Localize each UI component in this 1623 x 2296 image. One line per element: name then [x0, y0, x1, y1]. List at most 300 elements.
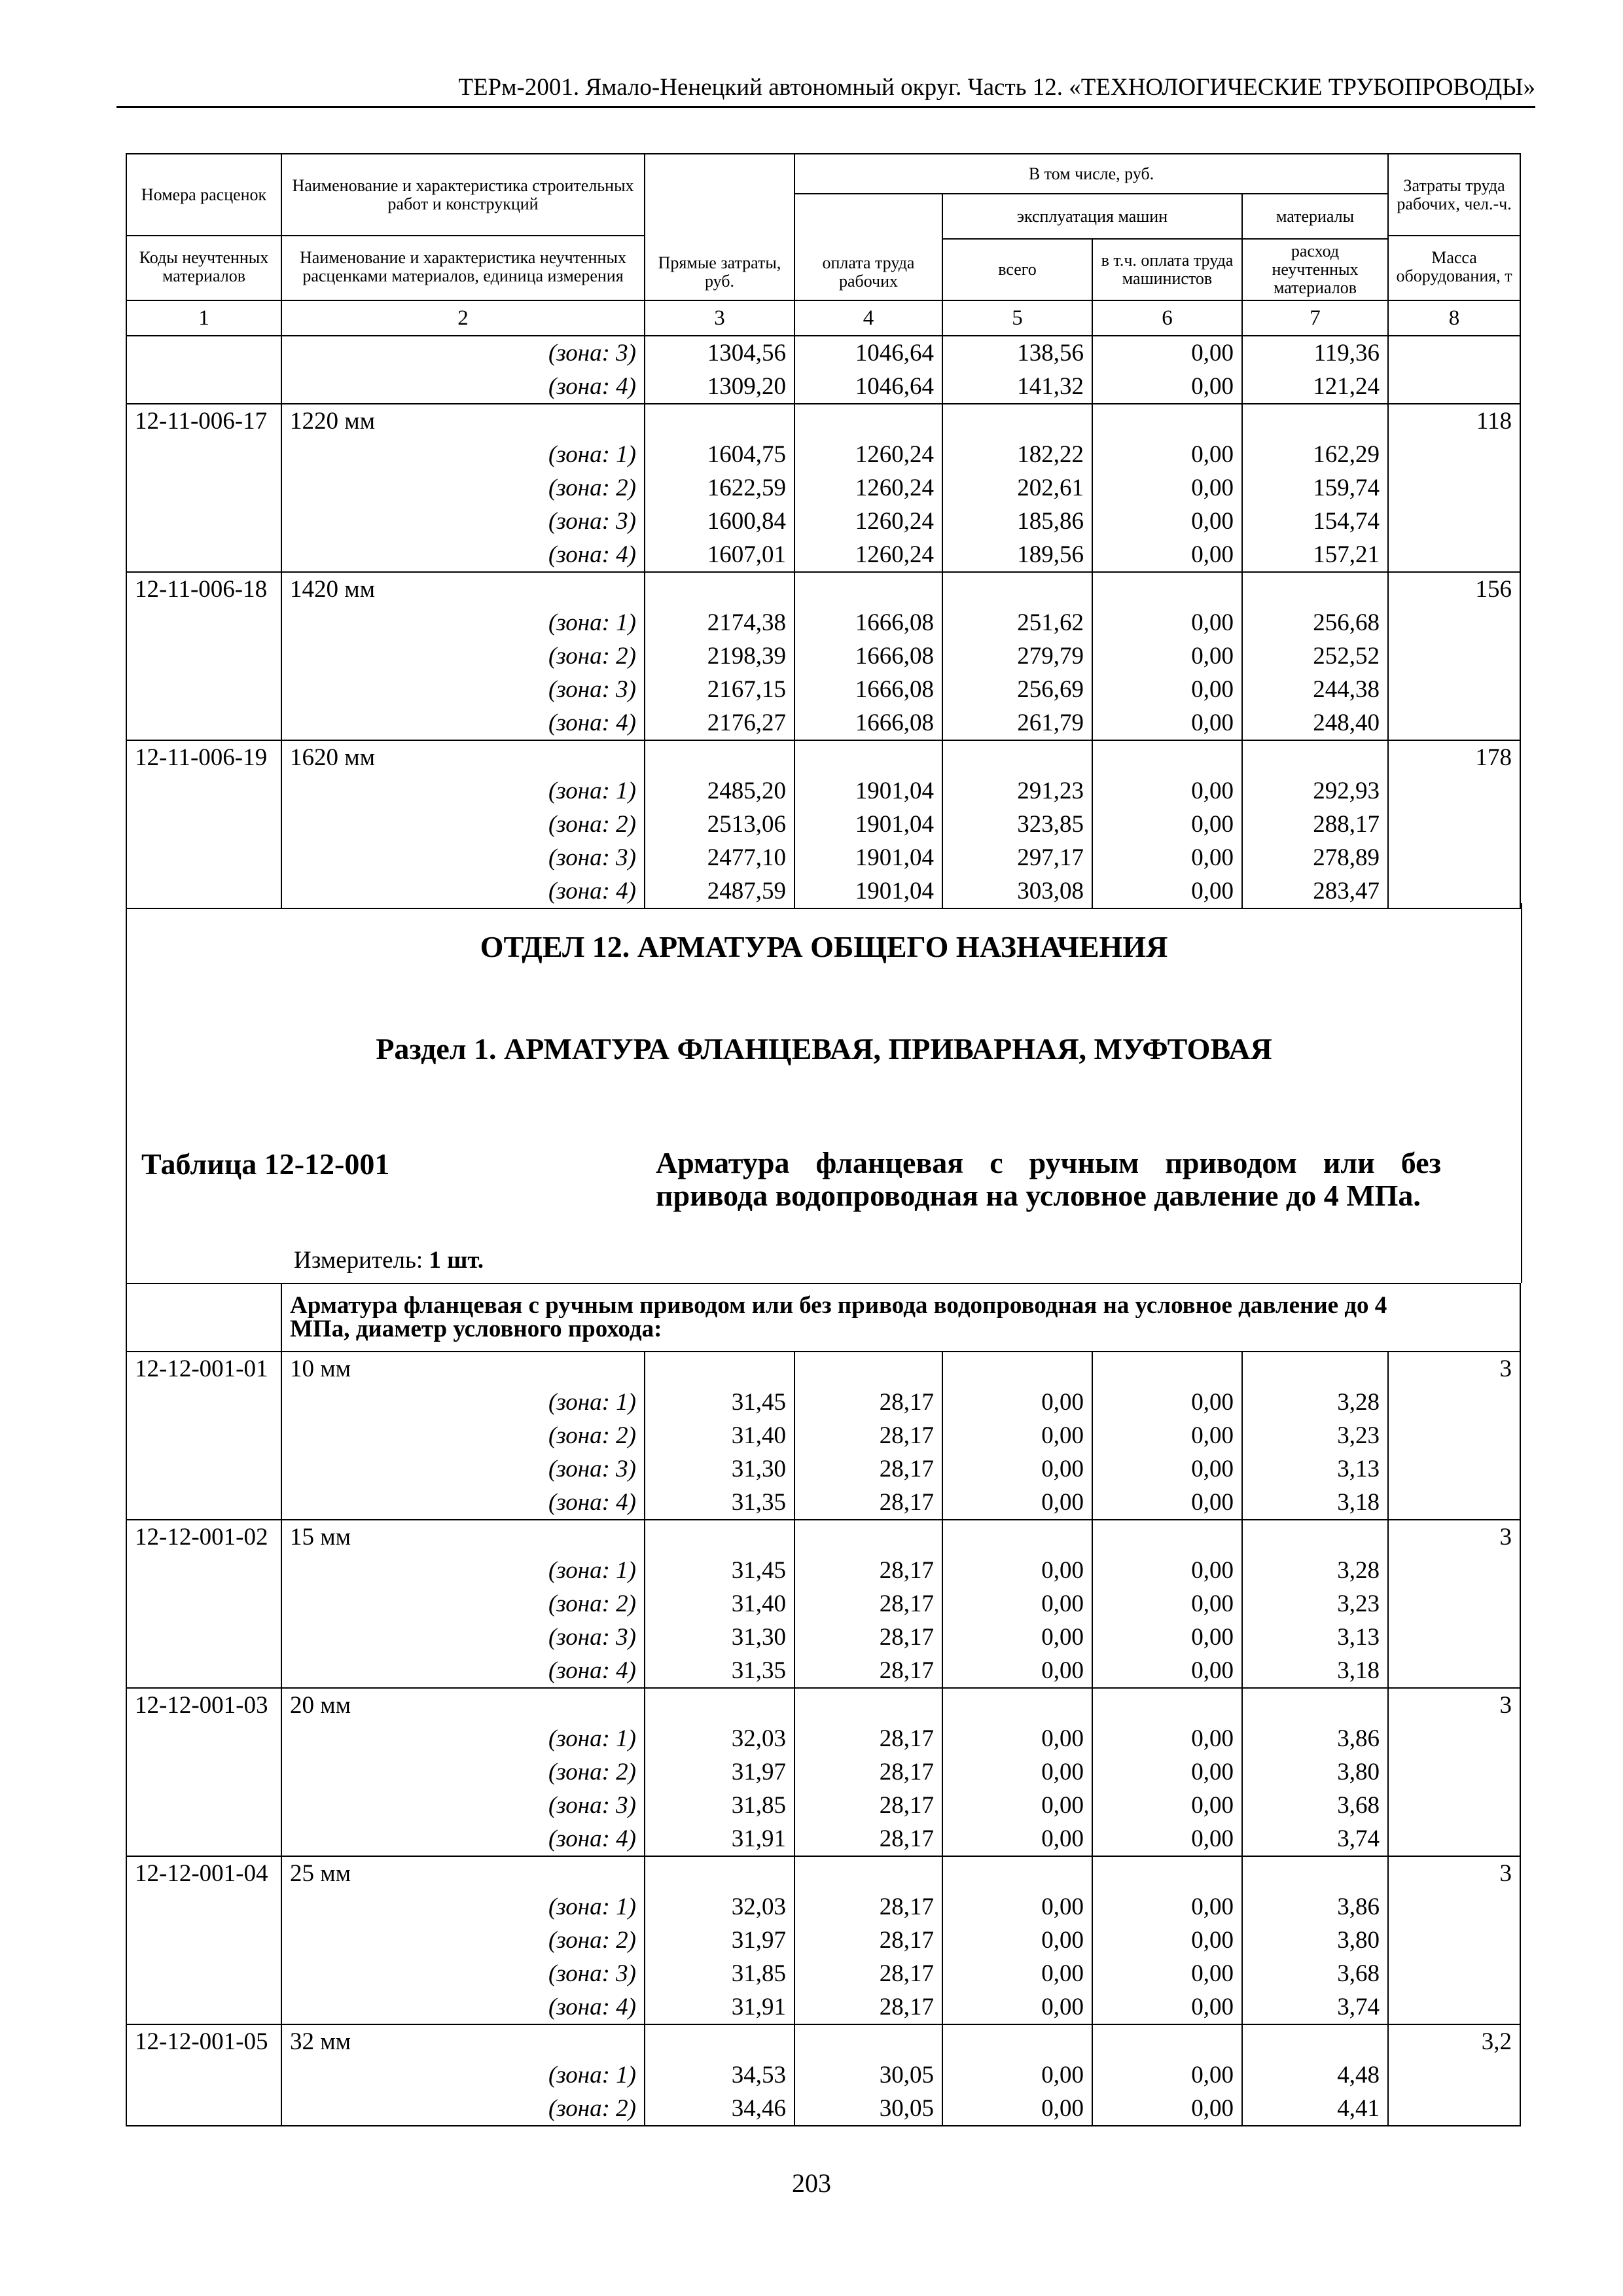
zone-label: (зона: 1)	[281, 2058, 645, 2092]
worker-pay-value: 1046,64	[794, 370, 942, 404]
machines-total-value: 303,08	[942, 874, 1092, 908]
rate-code: 12-11-006-17	[126, 404, 281, 438]
empty-cell	[1388, 1924, 1520, 1957]
rate-code: 12-12-001-05	[126, 2024, 281, 2058]
worker-pay-value: 28,17	[794, 1822, 942, 1856]
worker-pay-value: 28,17	[794, 1386, 942, 1419]
table-description: Арматура фланцевая с ручным приводом или без привода водопроводная на условное давление до 4 МПа.	[656, 1146, 1441, 1212]
empty-cell	[126, 1554, 281, 1587]
header-machinist-pay: в т.ч. оплата труда машинистов	[1092, 239, 1242, 300]
worker-pay-value: 1901,04	[794, 841, 942, 874]
worker-pay-value: 28,17	[794, 1990, 942, 2024]
empty-cell	[126, 639, 281, 673]
empty-cell	[1388, 1419, 1520, 1452]
machinist-pay-value: 0,00	[1092, 1789, 1242, 1822]
zone-label: (зона: 4)	[281, 538, 645, 572]
zone-row	[126, 2092, 1520, 2126]
direct-costs-value: 34,46	[645, 2092, 794, 2126]
machinist-pay-value: 0,00	[1092, 1554, 1242, 1587]
unit-value: 1 шт.	[429, 1247, 484, 1274]
empty-cell	[1388, 505, 1520, 538]
direct-costs-value: 31,40	[645, 1587, 794, 1621]
machinist-pay-value: 0,00	[1092, 606, 1242, 639]
zone-label: (зона: 1)	[281, 1890, 645, 1924]
empty-cell	[942, 1856, 1092, 1890]
empty-cell	[1388, 1554, 1520, 1587]
machines-total-value: 0,00	[942, 1486, 1092, 1520]
header-material-name: Наименование и характеристика неучтенных расценками материалов, единица измерения	[300, 247, 626, 285]
col-number: 3	[645, 300, 794, 336]
header-labor-hours: Затраты труда рабочих, чел.-ч.	[1389, 154, 1520, 236]
empty-cell	[1388, 606, 1520, 639]
empty-cell	[1092, 740, 1242, 774]
col-number: 7	[1242, 300, 1388, 336]
group-code-cell	[126, 1283, 281, 1352]
materials-value: 154,74	[1242, 505, 1388, 538]
zone-row	[126, 505, 1520, 538]
zone-row	[126, 1654, 1520, 1688]
machinist-pay-value: 0,00	[1092, 1452, 1242, 1486]
direct-costs-value: 1607,01	[645, 538, 794, 572]
rate-name: 1420 мм	[281, 572, 645, 606]
direct-costs-value: 31,40	[645, 1419, 794, 1452]
empty-cell	[1242, 740, 1388, 774]
zone-row	[126, 2058, 1520, 2092]
empty-cell	[794, 1352, 942, 1386]
machinist-pay-value: 0,00	[1092, 1822, 1242, 1856]
machines-total-value: 0,00	[942, 1924, 1092, 1957]
empty-cell	[1388, 1587, 1520, 1621]
machinist-pay-value: 0,00	[1092, 1386, 1242, 1419]
machinist-pay-value: 0,00	[1092, 471, 1242, 505]
header-machines: эксплуатация машин	[942, 194, 1242, 239]
direct-costs-value: 1304,56	[645, 336, 794, 370]
machines-total-value: 0,00	[942, 1452, 1092, 1486]
zone-label: (зона: 2)	[281, 471, 645, 505]
zone-label: (зона: 1)	[281, 438, 645, 471]
worker-pay-value: 1901,04	[794, 808, 942, 841]
zone-label: (зона: 2)	[281, 2092, 645, 2126]
materials-value: 3,18	[1242, 1486, 1388, 1520]
empty-cell	[1092, 2024, 1242, 2058]
empty-cell	[1388, 2058, 1520, 2092]
worker-pay-value: 28,17	[794, 1890, 942, 1924]
direct-costs-value: 31,35	[645, 1486, 794, 1520]
empty-cell	[794, 1520, 942, 1554]
direct-costs-value: 31,91	[645, 1990, 794, 2024]
rate-code: 12-12-001-03	[126, 1688, 281, 1722]
direct-costs-value: 31,85	[645, 1957, 794, 1990]
machinist-pay-value: 0,00	[1092, 1990, 1242, 2024]
rates-table-lower	[126, 1283, 1521, 2126]
empty-cell	[126, 438, 281, 471]
machinist-pay-value: 0,00	[1092, 336, 1242, 370]
worker-pay-value: 1260,24	[794, 438, 942, 471]
empty-cell	[1388, 336, 1520, 370]
worker-pay-value: 1666,08	[794, 706, 942, 740]
machinist-pay-value: 0,00	[1092, 1419, 1242, 1452]
labor-hours: 3	[1388, 1856, 1520, 1890]
col-number: 5	[942, 300, 1092, 336]
zone-label: (зона: 1)	[281, 1554, 645, 1587]
col-number: 2	[281, 300, 645, 336]
empty-cell	[1092, 1352, 1242, 1386]
machinist-pay-value: 0,00	[1092, 1924, 1242, 1957]
machines-total-value: 0,00	[942, 1755, 1092, 1789]
labor-hours: 3	[1388, 1688, 1520, 1722]
empty-cell	[126, 1890, 281, 1924]
empty-cell	[1242, 1352, 1388, 1386]
machinist-pay-value: 0,00	[1092, 1587, 1242, 1621]
machinist-pay-value: 0,00	[1092, 1486, 1242, 1520]
zone-row	[126, 1386, 1520, 1419]
rate-code: 12-11-006-19	[126, 740, 281, 774]
machines-total-value: 0,00	[942, 1990, 1092, 2024]
worker-pay-value: 1901,04	[794, 874, 942, 908]
zone-label: (зона: 3)	[281, 841, 645, 874]
empty-cell	[1388, 370, 1520, 404]
unit-of-measure	[294, 1246, 484, 1274]
empty-cell	[126, 1990, 281, 2024]
zone-row	[126, 808, 1520, 841]
empty-cell	[126, 538, 281, 572]
empty-cell	[1388, 1386, 1520, 1419]
direct-costs-value: 31,30	[645, 1452, 794, 1486]
machines-total-value: 0,00	[942, 1554, 1092, 1587]
machines-total-value: 291,23	[942, 774, 1092, 808]
zone-row	[126, 471, 1520, 505]
empty-cell	[1388, 538, 1520, 572]
worker-pay-value: 1260,24	[794, 538, 942, 572]
zone-label: (зона: 2)	[281, 808, 645, 841]
empty-cell	[1388, 1452, 1520, 1486]
machines-total-value: 0,00	[942, 1957, 1092, 1990]
machinist-pay-value: 0,00	[1092, 1722, 1242, 1755]
zone-row	[126, 1890, 1520, 1924]
machinist-pay-value: 0,00	[1092, 673, 1242, 706]
labor-hours: 3,2	[1388, 2024, 1520, 2058]
zone-row	[126, 336, 1520, 370]
empty-cell	[1388, 1486, 1520, 1520]
machines-total-value: 202,61	[942, 471, 1092, 505]
empty-cell	[1242, 404, 1388, 438]
empty-cell	[126, 1419, 281, 1452]
machines-total-value: 0,00	[942, 1654, 1092, 1688]
worker-pay-value: 28,17	[794, 1957, 942, 1990]
materials-value: 157,21	[1242, 538, 1388, 572]
empty-cell	[126, 706, 281, 740]
worker-pay-value: 28,17	[794, 1789, 942, 1822]
empty-cell	[942, 2024, 1092, 2058]
labor-hours: 156	[1388, 572, 1520, 606]
department-title: ОТДЕЛ 12. АРМАТУРА ОБЩЕГО НАЗНАЧЕНИЯ	[480, 930, 1168, 963]
direct-costs-value: 2174,38	[645, 606, 794, 639]
header-unaccounted-materials: расход неучтенных материалов	[1242, 239, 1388, 300]
machines-total-value: 279,79	[942, 639, 1092, 673]
header-col8	[1388, 154, 1520, 300]
header-including: В том числе, руб.	[794, 154, 1388, 194]
empty-cell	[645, 1352, 794, 1386]
rate-name: 20 мм	[281, 1688, 645, 1722]
machinist-pay-value: 0,00	[1092, 2092, 1242, 2126]
empty-cell	[794, 1856, 942, 1890]
machines-total-value: 297,17	[942, 841, 1092, 874]
zone-row	[126, 1419, 1520, 1452]
materials-value: 256,68	[1242, 606, 1388, 639]
materials-value: 248,40	[1242, 706, 1388, 740]
machinist-pay-value: 0,00	[1092, 874, 1242, 908]
direct-costs-value: 32,03	[645, 1722, 794, 1755]
empty-cell	[126, 505, 281, 538]
zone-row	[126, 1621, 1520, 1654]
worker-pay-value: 30,05	[794, 2058, 942, 2092]
zone-label: (зона: 3)	[281, 1621, 645, 1654]
running-header: ТЕРм-2001. Ямало-Ненецкий автономный округ. Часть 12. «ТЕХНОЛОГИЧЕСКИЕ ТРУБОПРОВОДЫ»	[116, 69, 1535, 108]
direct-costs-value: 31,97	[645, 1924, 794, 1957]
zone-label: (зона: 4)	[281, 1654, 645, 1688]
zone-row	[126, 639, 1520, 673]
worker-pay-value: 1666,08	[794, 606, 942, 639]
empty-cell	[126, 774, 281, 808]
zone-label: (зона: 3)	[281, 505, 645, 538]
machines-total-value: 141,32	[942, 370, 1092, 404]
subsection-title: Раздел 1. АРМАТУРА ФЛАНЦЕВАЯ, ПРИВАРНАЯ, МУФТОВАЯ	[376, 1032, 1272, 1066]
machinist-pay-value: 0,00	[1092, 2058, 1242, 2092]
empty-cell	[1388, 1621, 1520, 1654]
machinist-pay-value: 0,00	[1092, 538, 1242, 572]
empty-cell	[126, 1957, 281, 1990]
machines-total-value: 138,56	[942, 336, 1092, 370]
zone-row	[126, 1587, 1520, 1621]
direct-costs-value: 2167,15	[645, 673, 794, 706]
header-machines-total: всего	[942, 239, 1092, 300]
col-number: 8	[1388, 300, 1520, 336]
zone-row	[126, 1452, 1520, 1486]
zone-label: (зона: 2)	[281, 1755, 645, 1789]
empty-cell	[1388, 438, 1520, 471]
worker-pay-value: 1260,24	[794, 505, 942, 538]
empty-cell	[1242, 1688, 1388, 1722]
rates-table-upper	[126, 153, 1521, 909]
empty-cell	[126, 2092, 281, 2126]
rate-name: 15 мм	[281, 1520, 645, 1554]
zone-label: (зона: 3)	[281, 336, 645, 370]
machines-total-value: 261,79	[942, 706, 1092, 740]
machinist-pay-value: 0,00	[1092, 505, 1242, 538]
machines-total-value: 0,00	[942, 1789, 1092, 1822]
materials-value: 252,52	[1242, 639, 1388, 673]
unit-label: Измеритель:	[294, 1247, 429, 1274]
worker-pay-value: 28,17	[794, 1621, 942, 1654]
rate-name: 10 мм	[281, 1352, 645, 1386]
empty-cell	[645, 2024, 794, 2058]
machines-total-value: 0,00	[942, 1890, 1092, 1924]
zone-label: (зона: 1)	[281, 1722, 645, 1755]
worker-pay-value: 28,17	[794, 1419, 942, 1452]
empty-cell	[126, 606, 281, 639]
empty-cell	[126, 1822, 281, 1856]
page-number: 203	[792, 2168, 831, 2198]
worker-pay-value: 1666,08	[794, 673, 942, 706]
machines-total-value: 0,00	[942, 1621, 1092, 1654]
zone-label: (зона: 2)	[281, 1924, 645, 1957]
rate-title-row	[126, 404, 1520, 438]
empty-cell	[126, 841, 281, 874]
zone-label: (зона: 4)	[281, 1486, 645, 1520]
empty-cell	[1388, 1990, 1520, 2024]
header-equipment-mass: Масса оборудования, т	[1396, 247, 1512, 285]
labor-hours: 118	[1388, 404, 1520, 438]
empty-cell	[1242, 1520, 1388, 1554]
machinist-pay-value: 0,00	[1092, 841, 1242, 874]
empty-cell	[942, 404, 1092, 438]
machines-total-value: 0,00	[942, 1419, 1092, 1452]
materials-value: 3,80	[1242, 1755, 1388, 1789]
empty-cell	[1388, 1957, 1520, 1990]
worker-pay-value: 30,05	[794, 2092, 942, 2126]
header-materials: материалы	[1242, 194, 1388, 239]
zone-row	[126, 673, 1520, 706]
empty-cell	[1092, 404, 1242, 438]
empty-cell	[1388, 1722, 1520, 1755]
empty-cell	[126, 1924, 281, 1957]
worker-pay-value: 28,17	[794, 1452, 942, 1486]
direct-costs-value: 31,45	[645, 1554, 794, 1587]
zone-label: (зона: 4)	[281, 874, 645, 908]
materials-value: 3,68	[1242, 1789, 1388, 1822]
machines-total-value: 256,69	[942, 673, 1092, 706]
empty-cell	[126, 1789, 281, 1822]
machinist-pay-value: 0,00	[1092, 370, 1242, 404]
header-worker-pay: оплата труда рабочих	[794, 194, 942, 300]
table-number: Таблица 12-12-001	[141, 1147, 390, 1181]
materials-value: 3,13	[1242, 1621, 1388, 1654]
empty-cell	[126, 1755, 281, 1789]
empty-cell	[126, 370, 281, 404]
rate-title-row	[126, 740, 1520, 774]
materials-value: 283,47	[1242, 874, 1388, 908]
worker-pay-value: 28,17	[794, 1654, 942, 1688]
rate-title-row	[126, 1856, 1520, 1890]
labor-hours: 3	[1388, 1352, 1520, 1386]
empty-cell	[126, 1587, 281, 1621]
empty-cell	[1388, 1755, 1520, 1789]
direct-costs-value: 2487,59	[645, 874, 794, 908]
direct-costs-value: 2176,27	[645, 706, 794, 740]
empty-cell	[126, 673, 281, 706]
materials-value: 3,68	[1242, 1957, 1388, 1990]
empty-cell	[126, 1722, 281, 1755]
empty-cell	[645, 1688, 794, 1722]
empty-cell	[794, 740, 942, 774]
col-number: 1	[126, 300, 281, 336]
machinist-pay-value: 0,00	[1092, 1621, 1242, 1654]
empty-cell	[1388, 471, 1520, 505]
zone-label: (зона: 4)	[281, 1990, 645, 2024]
zone-row	[126, 370, 1520, 404]
materials-value: 162,29	[1242, 438, 1388, 471]
zone-label: (зона: 3)	[281, 1789, 645, 1822]
direct-costs-value: 31,45	[645, 1386, 794, 1419]
empty-cell	[1388, 1890, 1520, 1924]
empty-cell	[1388, 673, 1520, 706]
worker-pay-value: 1901,04	[794, 774, 942, 808]
zone-row	[126, 841, 1520, 874]
empty-cell	[794, 2024, 942, 2058]
empty-cell	[1388, 1654, 1520, 1688]
empty-cell	[1242, 572, 1388, 606]
machinist-pay-value: 0,00	[1092, 639, 1242, 673]
machines-total-value: 182,22	[942, 438, 1092, 471]
zone-label: (зона: 2)	[281, 1419, 645, 1452]
materials-value: 3,86	[1242, 1890, 1388, 1924]
empty-cell	[1092, 572, 1242, 606]
col-number: 6	[1092, 300, 1242, 336]
empty-cell	[645, 404, 794, 438]
zone-row	[126, 1486, 1520, 1520]
zone-label: (зона: 2)	[281, 639, 645, 673]
machinist-pay-value: 0,00	[1092, 1890, 1242, 1924]
zone-row	[126, 1822, 1520, 1856]
direct-costs-value: 1309,20	[645, 370, 794, 404]
empty-cell	[1388, 808, 1520, 841]
zone-row	[126, 774, 1520, 808]
empty-cell	[126, 1386, 281, 1419]
empty-cell	[794, 404, 942, 438]
direct-costs-value: 1622,59	[645, 471, 794, 505]
col-number: 4	[794, 300, 942, 336]
zone-label: (зона: 4)	[281, 370, 645, 404]
empty-cell	[126, 808, 281, 841]
zone-row	[126, 1554, 1520, 1587]
empty-cell	[942, 740, 1092, 774]
machinist-pay-value: 0,00	[1092, 706, 1242, 740]
materials-value: 119,36	[1242, 336, 1388, 370]
rate-title-row	[126, 1352, 1520, 1386]
empty-cell	[645, 572, 794, 606]
empty-cell	[942, 1520, 1092, 1554]
materials-value: 3,18	[1242, 1654, 1388, 1688]
rate-code: 12-12-001-01	[126, 1352, 281, 1386]
materials-value: 288,17	[1242, 808, 1388, 841]
machines-total-value: 0,00	[942, 1722, 1092, 1755]
empty-cell	[1388, 1789, 1520, 1822]
rate-name: 32 мм	[281, 2024, 645, 2058]
zone-label: (зона: 4)	[281, 706, 645, 740]
direct-costs-value: 31,85	[645, 1789, 794, 1822]
empty-cell	[1242, 1856, 1388, 1890]
zone-row	[126, 1755, 1520, 1789]
header-material-codes: Коды неучтенных материалов	[139, 247, 269, 285]
materials-value: 244,38	[1242, 673, 1388, 706]
direct-costs-value: 2198,39	[645, 639, 794, 673]
empty-cell	[126, 1486, 281, 1520]
empty-cell	[794, 572, 942, 606]
direct-costs-value: 31,91	[645, 1822, 794, 1856]
zone-label: (зона: 1)	[281, 606, 645, 639]
zone-label: (зона: 3)	[281, 1957, 645, 1990]
materials-value: 292,93	[1242, 774, 1388, 808]
empty-cell	[942, 1352, 1092, 1386]
materials-value: 3,13	[1242, 1452, 1388, 1486]
empty-cell	[1092, 1856, 1242, 1890]
machines-total-value: 185,86	[942, 505, 1092, 538]
rate-name: 25 мм	[281, 1856, 645, 1890]
empty-cell	[942, 1688, 1092, 1722]
zone-label: (зона: 2)	[281, 1587, 645, 1621]
worker-pay-value: 28,17	[794, 1722, 942, 1755]
empty-cell	[126, 336, 281, 370]
